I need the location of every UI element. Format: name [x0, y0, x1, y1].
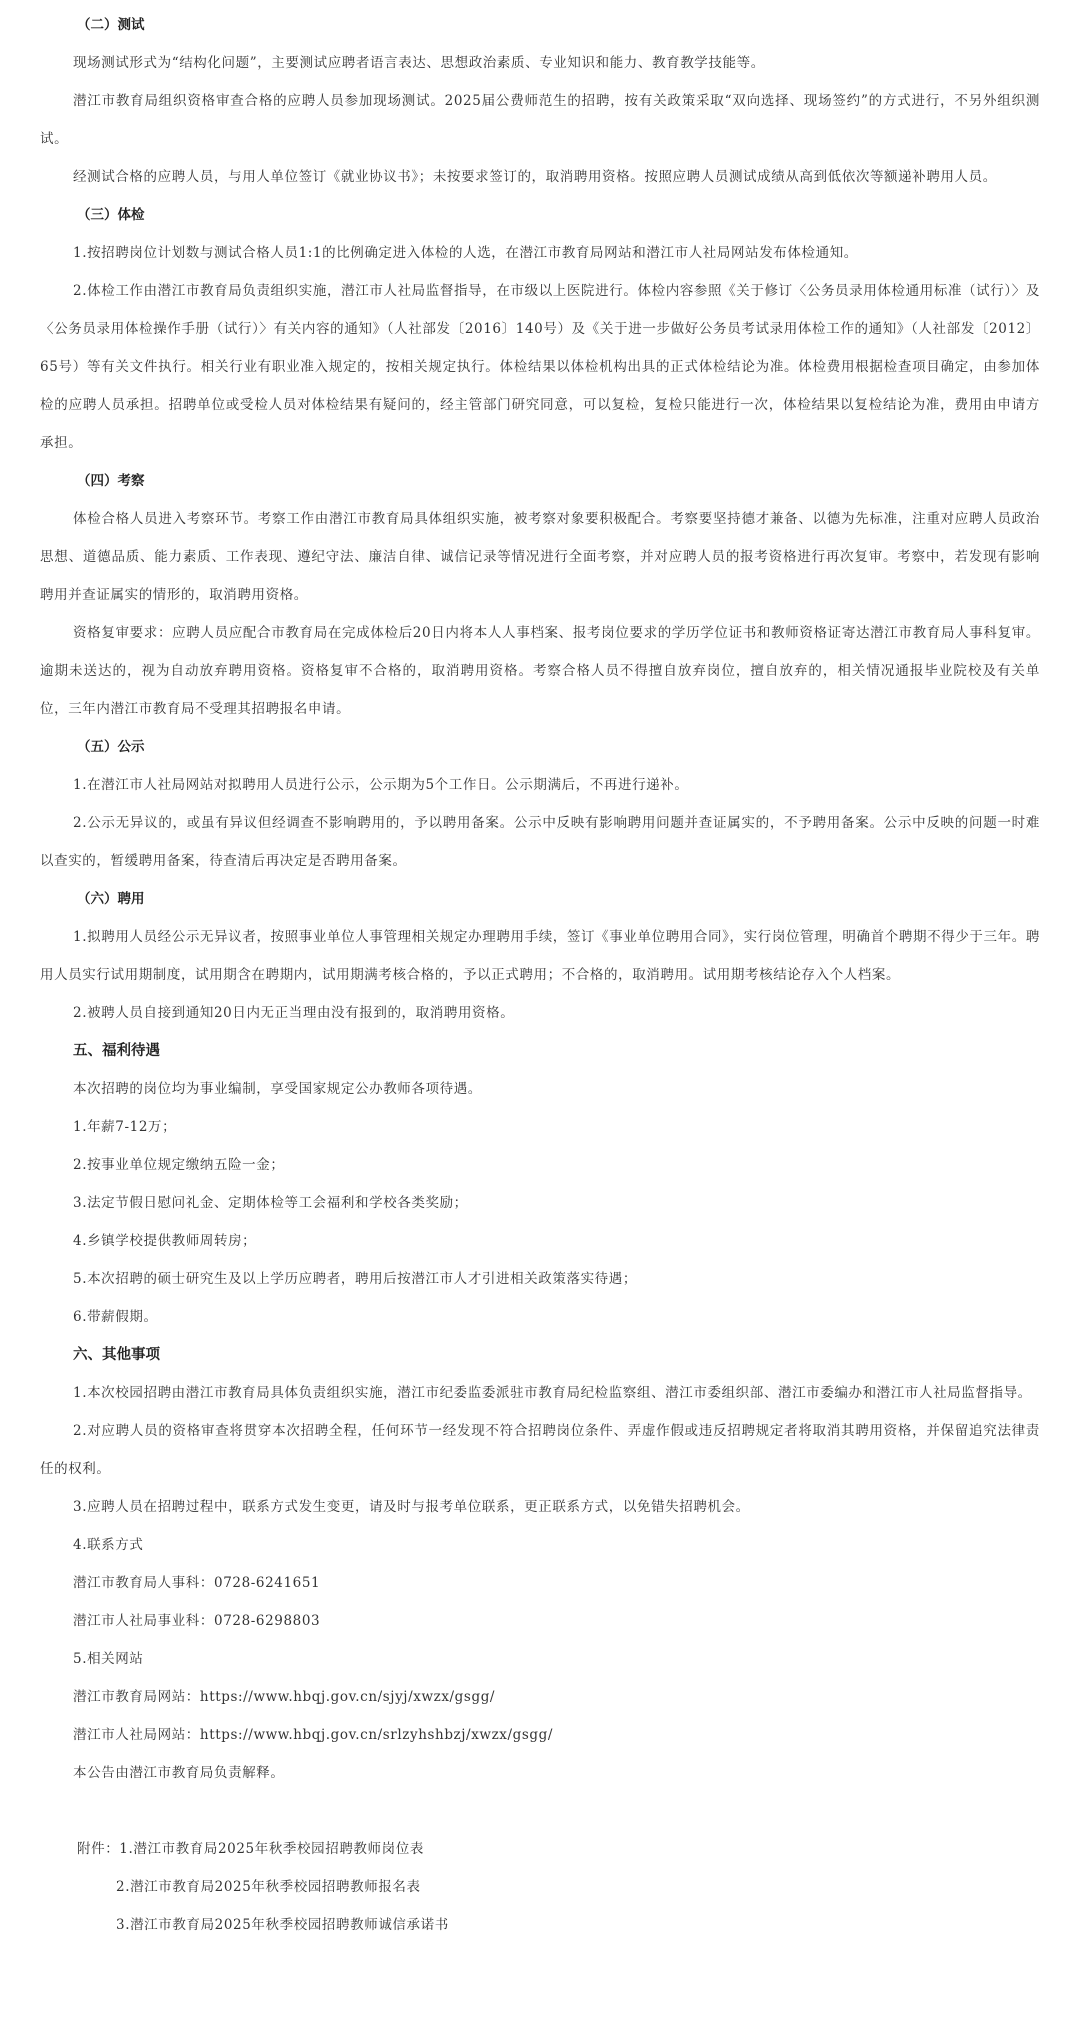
heading-physical-exam: （三）体检	[77, 207, 145, 223]
list-item-talent-policy: 5.本次招聘的硕士研究生及以上学历应聘者，聘用后按潜江市人才引进相关政策落实待遇；	[73, 1271, 637, 1287]
spacer	[40, 1792, 1040, 1830]
paragraph-organizer: 1.本次校园招聘由潜江市教育局具体负责组织实施，潜江市纪委监委派驻市教育局纪检监察组、潜江市委组织部、潜江市委编办和潜江市人社局监督指导。	[73, 1385, 1032, 1401]
heading-other-matters: 六、其他事项	[73, 1346, 160, 1363]
list-item-insurance: 2.按事业单位规定缴纳五险一金；	[73, 1157, 285, 1173]
paragraph-test-agreement: 经测试合格的应聘人员，与用人单位签订《就业协议书》；未按要求签订的，取消聘用资格。按照应聘人员测试成绩从高到低依次等额递补聘用人员。	[73, 169, 997, 185]
heading-publicity: （五）公示	[77, 739, 145, 755]
paragraph-test-organization: 潜江市教育局组织资格审查合格的应聘人员参加现场测试。2025届公费师范生的招聘，按有关政策采取“双向选择、现场签约”的方式进行，不另外组织测试。	[40, 93, 1040, 147]
paragraph-hiring-report: 2.被聘人员自接到通知20日内无正当理由没有报到的，取消聘用资格。	[73, 1005, 515, 1021]
attachment-link-position-table[interactable]: 附件：1.潜江市教育局2025年秋季校园招聘教师岗位表	[77, 1841, 424, 1857]
contact-hr-bureau: 潜江市人社局事业科：0728-6298803	[73, 1613, 321, 1629]
attachment-link-integrity-pledge[interactable]: 3.潜江市教育局2025年秋季校园招聘教师诚信承诺书	[116, 1917, 449, 1933]
link-hr-bureau-site[interactable]: 潜江市人社局网站：https://www.hbqj.gov.cn/srlzyhshbzj/xwzx/gsgg/	[73, 1727, 554, 1743]
attachment-link-registration-form[interactable]: 2.潜江市教育局2025年秋季校园招聘教师报名表	[116, 1879, 421, 1895]
paragraph-contact-change: 3.应聘人员在招聘过程中，联系方式发生变更，请及时与报考单位联系，更正联系方式，以免错失招聘机会。	[73, 1499, 750, 1515]
paragraph-qualification-review: 资格复审要求：应聘人员应配合市教育局在完成体检后20日内将本人人事档案、报考岗位要求的学历学位证书和教师资格证寄达潜江市教育局人事科复审。逾期未送达的，视为自动放弃聘用资格。资格复审不合格的，取消聘用资格。考察合格人员不得擅自放弃岗位，擅自放弃的，相关情况通报毕业院校及有关单位，三年内潜江市教育局不受理其招聘报名申请。	[40, 625, 1040, 717]
heading-test: （二）测试	[77, 17, 145, 33]
heading-inspection: （四）考察	[77, 473, 145, 489]
paragraph-test-format: 现场测试形式为“结构化问题”，主要测试应聘者语言表达、思想政治素质、专业知识和能力、教育教学技能等。	[73, 55, 765, 71]
paragraph-inspection: 体检合格人员进入考察环节。考察工作由潜江市教育局具体组织实施，被考察对象要积极配合。考察要坚持德才兼备、以德为先标准，注重对应聘人员政治思想、道德品质、能力素质、工作表现、遵纪守法、廉洁自律、诚信记录等情况进行全面考察，并对应聘人员的报考资格进行再次复审。考察中，若发现有影响聘用并查证属实的情形的，取消聘用资格。	[40, 511, 1040, 603]
paragraph-hiring-contract: 1.拟聘用人员经公示无异议者，按照事业单位人事管理相关规定办理聘用手续，签订《事业单位聘用合同》，实行岗位管理，明确首个聘期不得少于三年。聘用人员实行试用期制度，试用期含在聘期内，试用期满考核合格的，予以正式聘用；不合格的，取消聘用。试用期考核结论存入个人档案。	[40, 929, 1040, 983]
list-item-salary: 1.年薪7-12万；	[73, 1119, 177, 1135]
paragraph-exam-ratio: 1.按招聘岗位计划数与测试合格人员1:1的比例确定进入体检的人选，在潜江市教育局网站和潜江市人社局网站发布体检通知。	[73, 245, 858, 261]
heading-welfare: 五、福利待遇	[73, 1042, 160, 1059]
paragraph-interpretation: 本公告由潜江市教育局负责解释。	[73, 1765, 285, 1781]
websites-title: 5.相关网站	[73, 1651, 144, 1667]
paragraph-qualification-check: 2.对应聘人员的资格审查将贯穿本次招聘全程，任何环节一经发现不符合招聘岗位条件、弄虚作假或违反招聘规定者将取消其聘用资格，并保留追究法律责任的权利。	[40, 1423, 1040, 1477]
paragraph-publicity-period: 1.在潜江市人社局网站对拟聘用人员进行公示，公示期为5个工作日。公示期满后，不再进行递补。	[73, 777, 689, 793]
link-education-bureau-site[interactable]: 潜江市教育局网站：https://www.hbqj.gov.cn/sjyj/xwzx/gsgg/	[73, 1689, 496, 1705]
announcement-body	[40, 6, 1040, 1944]
paragraph-exam-details: 2.体检工作由潜江市教育局负责组织实施，潜江市人社局监督指导，在市级以上医院进行。体检内容参照《关于修订〈公务员录用体检通用标准（试行）〉及〈公务员录用体检操作手册（试行）〉有关内容的通知》（人社部发〔2016〕140号）及《关于进一步做好公务员考试录用体检工作的通知》（人社部发〔2012〕65号）等有关文件执行。相关行业有职业准入规定的，按相关规定执行。体检结果以体检机构出具的正式体检结论为准。体检费用根据检查项目确定，由参加体检的应聘人员承担。招聘单位或受检人员对体检结果有疑问的，经主管部门研究同意，可以复检，复检只能进行一次，体检结果以复检结论为准，费用由申请方承担。	[40, 283, 1040, 451]
list-item-paid-leave: 6.带薪假期。	[73, 1309, 158, 1325]
list-item-housing: 4.乡镇学校提供教师周转房；	[73, 1233, 257, 1249]
heading-hiring: （六）聘用	[77, 891, 145, 907]
contact-education-bureau: 潜江市教育局人事科：0728-6241651	[73, 1575, 321, 1591]
list-item-holiday-benefits: 3.法定节假日慰问礼金、定期体检等工会福利和学校各类奖励；	[73, 1195, 468, 1211]
contact-title: 4.联系方式	[73, 1537, 144, 1553]
paragraph-welfare-intro: 本次招聘的岗位均为事业编制，享受国家规定公办教师各项待遇。	[73, 1081, 482, 1097]
paragraph-publicity-objection: 2.公示无异议的，或虽有异议但经调查不影响聘用的，予以聘用备案。公示中反映有影响聘用问题并查证属实的，不予聘用备案。公示中反映的问题一时难以查实的，暂缓聘用备案，待查清后再决定是否聘用备案。	[40, 815, 1040, 869]
